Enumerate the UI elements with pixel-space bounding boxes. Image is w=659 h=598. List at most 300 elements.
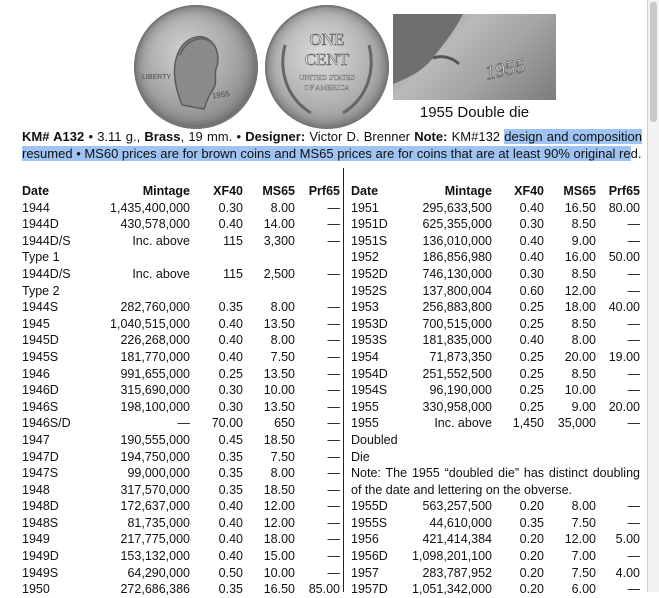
header-prf65: Prf65 (608, 184, 640, 198)
header-xf40: XF40 (213, 184, 243, 198)
mintage-cell: 181,835,000 (422, 333, 492, 348)
date-cell: 1954D (351, 366, 388, 381)
table-row (22, 299, 340, 316)
xf40-cell: 115 (223, 233, 243, 248)
mintage-cell: 421,414,384 (422, 532, 492, 547)
xf40-cell: 0.60 (519, 283, 544, 298)
table-row (22, 249, 340, 266)
xf40-cell (190, 249, 243, 266)
ms65-cell: 35,000 (557, 416, 596, 431)
date-cell: 1953 (351, 300, 379, 315)
table-row (351, 233, 640, 250)
header-ms65: MS65 (563, 184, 596, 198)
xf40-cell: 0.35 (218, 482, 243, 497)
xf40-cell: 0.25 (519, 399, 544, 414)
prf65-cell: — (627, 582, 640, 597)
ms65-cell: 7.00 (571, 549, 596, 564)
prf65-cell: 85.00 (308, 582, 340, 597)
prf65-cell: — (327, 217, 340, 232)
xf40-cell: 0.30 (218, 383, 243, 398)
ms65-cell (544, 449, 596, 466)
selected-text-highlight[interactable]: design and composition resumed • MS60 prices are for brown coins and MS65 prices are for coins that are at least 90% original re (22, 129, 642, 161)
mintage-cell: Inc. above (132, 266, 190, 281)
date-cell: 1957 (351, 565, 379, 580)
date-cell: Die (351, 449, 370, 464)
ms65-cell: 12.00 (564, 283, 596, 298)
table-row (22, 200, 340, 217)
mintage-cell: 256,883,800 (422, 300, 492, 315)
prf65-cell: — (327, 466, 340, 481)
mintage-cell: 190,555,000 (120, 432, 190, 447)
table-row (351, 565, 640, 582)
prf65-cell: — (327, 233, 340, 248)
table-row (351, 515, 640, 532)
mintage-cell: 136,010,000 (422, 233, 492, 248)
table-row (351, 498, 640, 515)
date-cell: 1952S (351, 283, 388, 298)
date-cell: 1948 (22, 482, 50, 497)
prf65-cell: 20.00 (608, 399, 640, 414)
date-cell: 1949D (22, 549, 59, 564)
ms65-cell: 18.50 (263, 432, 295, 447)
mintage-cell: 153,132,000 (120, 549, 190, 564)
svg-text:1955: 1955 (211, 89, 231, 101)
reverse-coin-image (265, 5, 389, 129)
date-cell: 1952 (351, 250, 379, 265)
mintage-cell: 44,610,000 (429, 515, 492, 530)
ms65-cell: 7.50 (270, 449, 295, 464)
date-cell: 1955 (351, 416, 379, 431)
table-row (351, 366, 640, 383)
xf40-cell: 0.40 (519, 250, 544, 265)
prf65-cell: — (627, 366, 640, 381)
right-note-body (351, 465, 640, 498)
ms65-cell: 12.00 (263, 515, 295, 530)
mintage-cell: Inc. above (132, 233, 190, 248)
mintage-cell: 194,750,000 (120, 449, 190, 464)
prf65-cell (295, 283, 340, 300)
table-row (22, 399, 340, 416)
mintage-cell: 315,690,000 (120, 383, 190, 398)
xf40-cell: 0.35 (218, 449, 243, 464)
prf65-cell: — (327, 499, 340, 514)
mintage-cell: 330,958,000 (422, 399, 492, 414)
ms65-cell: 12.00 (564, 532, 596, 547)
ms65-cell: 8.00 (270, 300, 295, 315)
left-table-body (22, 200, 340, 598)
ms65-cell: 16.50 (263, 582, 295, 597)
ms65-cell: 6.00 (571, 582, 596, 597)
ms65-cell: 15.00 (263, 549, 295, 564)
date-cell: 1954S (351, 383, 388, 398)
xf40-cell (492, 432, 544, 449)
table-row (22, 382, 340, 399)
mintage-cell: 283,787,952 (422, 565, 492, 580)
mintage-cell: 71,873,350 (429, 349, 492, 364)
table-row (351, 382, 640, 399)
mintage-cell: 700,515,000 (422, 316, 492, 331)
mintage-cell: 563,257,500 (422, 499, 492, 514)
lincoln-portrait-icon (134, 5, 258, 129)
xf40-cell: 0.20 (519, 532, 544, 547)
ms65-cell: 3,300 (263, 233, 295, 248)
ms65-cell: 12.00 (263, 499, 295, 514)
prf65-cell: — (327, 266, 340, 281)
ms65-cell: 14.00 (263, 217, 295, 232)
xf40-cell: 0.30 (218, 200, 243, 215)
xf40-cell: 0.25 (519, 366, 544, 381)
date-cell: 1945 (22, 316, 50, 331)
prf65-cell: — (327, 383, 340, 398)
size-text: , 19 mm. • (180, 129, 246, 144)
ms65-cell (243, 249, 295, 266)
mintage-cell: 181,770,000 (120, 349, 190, 364)
ms65-cell: 8.00 (270, 200, 295, 215)
date-cell: 1945S (22, 349, 59, 364)
mintage-cell: 172,637,000 (120, 499, 190, 514)
date-cell: 1947D (22, 449, 59, 464)
xf40-cell: 0.40 (519, 200, 544, 215)
date-cell: 1944D/S (22, 233, 71, 248)
prf65-cell: — (327, 532, 340, 547)
xf40-cell (492, 449, 544, 466)
xf40-cell: 0.40 (218, 333, 243, 348)
date-cell: 1946S/D (22, 416, 71, 431)
date-cell: 1955D (351, 499, 388, 514)
prf65-cell: — (627, 499, 640, 514)
prf65-cell: — (327, 515, 340, 530)
mintage-cell (82, 283, 190, 300)
xf40-cell: 0.40 (519, 233, 544, 248)
ms65-cell: 8.00 (270, 466, 295, 481)
prf65-cell: — (327, 482, 340, 497)
date-cell: 1951S (351, 233, 388, 248)
prf65-cell: — (627, 316, 640, 331)
ms65-cell: 8.50 (571, 266, 596, 281)
date-cell: 1953S (351, 333, 388, 348)
table-row (351, 531, 640, 548)
mintage-cell (407, 449, 492, 466)
date-cell: 1956 (351, 532, 379, 547)
prf65-cell (596, 432, 640, 449)
mintage-cell: 295,633,500 (422, 200, 492, 215)
mintage-cell: 625,355,000 (422, 217, 492, 232)
xf40-cell: 0.20 (519, 565, 544, 580)
ms65-cell: 2,500 (263, 266, 295, 281)
date-cell: 1948D (22, 499, 59, 514)
ms65-cell: 10.00 (564, 383, 596, 398)
wheat-reverse-icon (265, 5, 389, 129)
date-cell: 1957D (351, 582, 388, 597)
double-die-closeup-image (393, 14, 556, 100)
date-cell: 1944 (22, 200, 50, 215)
prf65-cell: — (627, 266, 640, 281)
table-row (22, 349, 340, 366)
date-cell: 1946 (22, 366, 50, 381)
date-cell: 1951 (351, 200, 379, 215)
table-row (22, 415, 340, 432)
table-row (22, 498, 340, 515)
svg-text:LIBERTY: LIBERTY (142, 74, 172, 81)
date-cell: 1955 (351, 399, 379, 414)
ms65-cell: 13.50 (263, 316, 295, 331)
xf40-cell: 0.40 (218, 316, 243, 331)
mintage-cell: 186,856,980 (422, 250, 492, 265)
table-row (351, 581, 640, 598)
mintage-cell: — (177, 416, 190, 431)
prf65-cell: — (327, 549, 340, 564)
xf40-cell: 0.25 (218, 366, 243, 381)
ms65-cell: 8.00 (270, 333, 295, 348)
mintage-cell: 226,268,000 (120, 333, 190, 348)
ms65-cell: 20.00 (564, 349, 596, 364)
note-end-text: d. (630, 146, 642, 161)
table-row (351, 266, 640, 283)
table-row (22, 581, 340, 598)
xf40-cell: 0.20 (519, 499, 544, 514)
mintage-cell: 282,760,000 (120, 300, 190, 315)
mintage-cell: 1,435,400,000 (110, 200, 190, 215)
mintage-cell: 272,686,386 (120, 582, 190, 597)
ms65-cell: 13.50 (263, 399, 295, 414)
table-row (22, 216, 340, 233)
date-cell: 1947 (22, 432, 50, 447)
prf65-cell: 5.00 (615, 532, 640, 547)
mintage-cell: 81,735,000 (127, 515, 190, 530)
xf40-cell: 0.40 (218, 532, 243, 547)
prf65-cell: 80.00 (608, 200, 640, 215)
prf65-cell: — (327, 316, 340, 331)
ms65-cell: 10.00 (263, 565, 295, 580)
date-cell: 1956D (351, 549, 388, 564)
prf65-cell: — (627, 333, 640, 348)
header-date: Date (351, 184, 379, 198)
xf40-cell: 1,450 (512, 416, 544, 431)
mintage-cell: 430,578,000 (120, 217, 190, 232)
svg-text:ONE: ONE (309, 30, 345, 49)
table-row (351, 332, 640, 349)
xf40-cell: 0.40 (218, 515, 243, 530)
xf40-cell: 0.25 (519, 316, 544, 331)
prf65-cell: — (327, 349, 340, 364)
ms65-cell: 7.50 (270, 349, 295, 364)
designer-label: Designer: (245, 129, 306, 144)
table-header-row (351, 183, 640, 200)
table-row (22, 366, 340, 383)
xf40-cell: 0.35 (218, 466, 243, 481)
xf40-cell: 0.35 (218, 300, 243, 315)
intro-paragraph[interactable] (22, 128, 642, 162)
prf65-cell: — (327, 565, 340, 580)
prf65-cell (295, 249, 340, 266)
ms65-cell: 8.50 (571, 217, 596, 232)
date-cell: 1944D/S (22, 266, 71, 281)
table-row (22, 449, 340, 466)
prf65-cell: — (327, 333, 340, 348)
prf65-cell: 40.00 (608, 300, 640, 315)
mintage-cell: 1,098,201,100 (412, 549, 492, 564)
table-row (351, 200, 640, 217)
ms65-cell: 8.00 (571, 499, 596, 514)
date-cell: 1945D (22, 333, 59, 348)
date-cell: 1946D (22, 383, 59, 398)
xf40-cell: 0.40 (218, 349, 243, 364)
scrollbar-thumb[interactable] (650, 2, 657, 122)
ms65-cell: 8.50 (571, 316, 596, 331)
date-cell: 1953D (351, 316, 388, 331)
table-row (22, 482, 340, 499)
xf40-cell: 0.25 (519, 300, 544, 315)
date-cell: 1944S (22, 300, 59, 315)
xf40-cell: 115 (223, 266, 243, 281)
ms65-cell: 10.00 (263, 383, 295, 398)
table-row (351, 349, 640, 366)
mintage-cell: 991,655,000 (120, 366, 190, 381)
xf40-cell: 0.40 (218, 499, 243, 514)
mintage-cell: 317,570,000 (120, 482, 190, 497)
prf65-cell: — (627, 283, 640, 298)
mintage-cell: 198,100,000 (120, 399, 190, 414)
doubled-date-icon (393, 14, 556, 100)
ms65-cell: 7.50 (571, 515, 596, 530)
ms65-cell: 16.00 (564, 250, 596, 265)
mintage-cell: 1,051,342,000 (412, 582, 492, 597)
table-header-row (22, 183, 340, 200)
xf40-cell: 0.30 (218, 399, 243, 414)
table-row (351, 415, 640, 432)
prf65-cell (596, 449, 640, 466)
date-cell: 1955S (351, 515, 388, 530)
prf65-cell: — (327, 300, 340, 315)
date-cell: Type 2 (22, 283, 60, 298)
mintage-cell: Inc. above (434, 416, 492, 431)
prf65-cell: — (327, 449, 340, 464)
xf40-cell: 0.30 (519, 266, 544, 281)
header-xf40: XF40 (514, 184, 544, 198)
xf40-cell: 0.35 (218, 582, 243, 597)
date-cell: 1944D (22, 217, 59, 232)
table-row (351, 249, 640, 266)
ms65-cell (544, 432, 596, 449)
table-row (351, 399, 640, 416)
header-date: Date (22, 184, 50, 198)
mintage-cell (407, 432, 492, 449)
table-row (22, 548, 340, 565)
note-label: Note: (414, 129, 448, 144)
ms65-cell: 9.00 (571, 399, 596, 414)
date-cell: 1946S (22, 399, 59, 414)
ms65-cell: 8.50 (571, 366, 596, 381)
svg-text:1955: 1955 (483, 54, 528, 85)
ms65-cell (243, 283, 295, 300)
xf40-cell: 0.25 (519, 383, 544, 398)
right-mintage-table (351, 183, 640, 598)
prf65-cell: — (627, 549, 640, 564)
xf40-cell: 0.25 (519, 349, 544, 364)
date-cell: 1950 (22, 582, 50, 597)
table-row (22, 332, 340, 349)
prf65-cell: — (627, 416, 640, 431)
doubled-die-note: Note: The 1955 “doubled die” has distinct doubling of the date and lettering on the obverse. (351, 466, 640, 497)
mintage-cell: 64,290,000 (127, 565, 190, 580)
date-cell: 1949 (22, 532, 50, 547)
vertical-scrollbar[interactable] (648, 0, 659, 592)
left-mintage-table (22, 183, 340, 598)
header-ms65: MS65 (262, 184, 295, 198)
table-row (22, 283, 340, 300)
date-cell: 1947S (22, 466, 59, 481)
table-row (22, 266, 340, 283)
table-row (22, 565, 340, 582)
xf40-cell: 0.40 (519, 333, 544, 348)
xf40-cell: 0.50 (218, 565, 243, 580)
table-row (351, 548, 640, 565)
table-row (351, 299, 640, 316)
mintage-cell: 217,775,000 (120, 532, 190, 547)
prf65-cell: — (327, 432, 340, 447)
prf65-cell: 50.00 (608, 250, 640, 265)
ms65-cell: 18.00 (263, 532, 295, 547)
table-row (22, 432, 340, 449)
prf65-cell: — (327, 200, 340, 215)
right-table-body (351, 200, 640, 466)
xf40-cell: 0.20 (519, 549, 544, 564)
note-text: KM#132 (447, 129, 505, 144)
date-cell: Type 1 (22, 250, 60, 265)
mintage-cell: 96,190,000 (429, 383, 492, 398)
ms65-cell: 18.00 (564, 300, 596, 315)
xf40-cell: 0.20 (519, 582, 544, 597)
date-cell: 1949S (22, 565, 59, 580)
table-row (351, 283, 640, 300)
prf65-cell: — (327, 366, 340, 381)
table-row (22, 233, 340, 250)
svg-text:OF AMERICA: OF AMERICA (304, 83, 350, 92)
xf40-cell: 0.45 (218, 432, 243, 447)
table-row (351, 316, 640, 333)
header-mintage: Mintage (444, 184, 492, 198)
date-cell: 1951D (351, 217, 388, 232)
metal-text: Brass (144, 129, 181, 144)
column-divider (343, 168, 344, 592)
weight-text: • 3.11 g., (84, 129, 145, 144)
closeup-caption: 1955 Double die (419, 104, 530, 121)
xf40-cell (190, 283, 243, 300)
mintage-cell: 99,000,000 (127, 466, 190, 481)
prf65-cell: — (627, 383, 640, 398)
table-row (22, 316, 340, 333)
ms65-cell: 7.50 (571, 565, 596, 580)
table-row (351, 432, 640, 449)
prf65-cell: — (627, 233, 640, 248)
ms65-cell: 13.50 (263, 366, 295, 381)
obverse-coin-image (134, 5, 258, 129)
mintage-cell: 251,552,500 (422, 366, 492, 381)
xf40-cell: 0.30 (519, 217, 544, 232)
mintage-cell: 1,040,515,000 (110, 316, 190, 331)
prf65-cell: — (327, 399, 340, 414)
ms65-cell: 16.50 (564, 200, 596, 215)
date-cell: 1952D (351, 266, 388, 281)
prf65-cell: 19.00 (608, 349, 640, 364)
svg-text:UNITED STATES: UNITED STATES (299, 73, 355, 82)
km-number: KM# A132 (22, 129, 85, 144)
xf40-cell: 0.40 (218, 549, 243, 564)
right-table-body-after (351, 498, 640, 598)
prf65-cell: — (627, 515, 640, 530)
ms65-cell: 8.00 (571, 333, 596, 348)
date-cell: Doubled (351, 432, 398, 447)
